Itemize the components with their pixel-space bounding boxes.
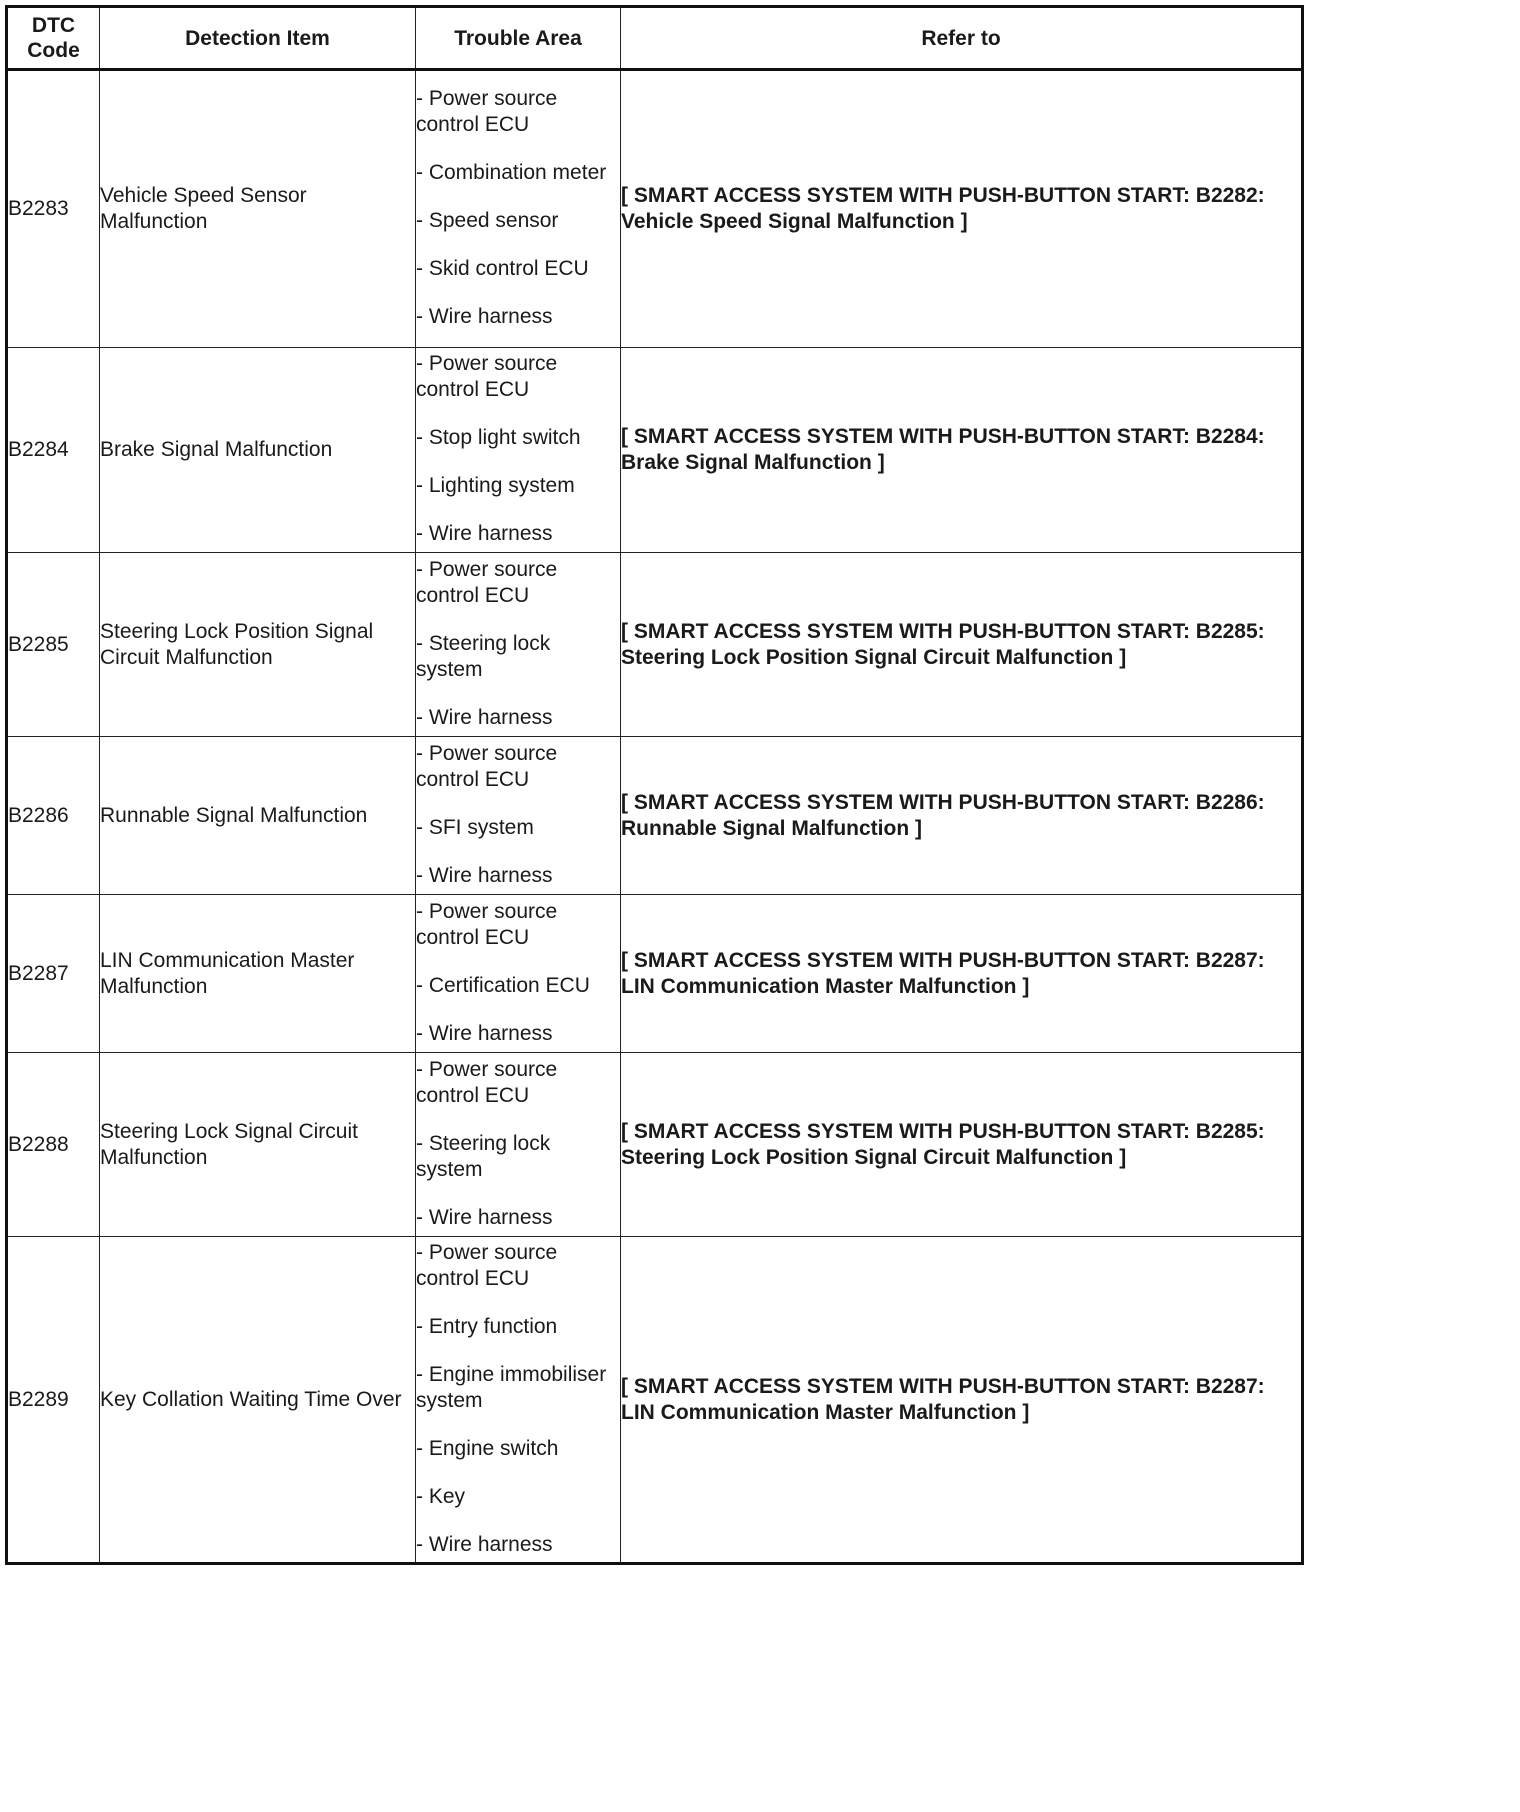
trouble-area-entry: - Wire harness <box>416 305 553 328</box>
dtc-code: B2283 <box>7 70 100 348</box>
trouble-area-entry: - Power source control ECU <box>416 87 558 136</box>
table-row <box>7 553 1303 737</box>
header-trouble-area: Trouble Area <box>416 7 621 70</box>
trouble-area-entry: - Wire harness <box>416 705 553 729</box>
trouble-area-entry: - Power source control ECU <box>416 741 558 791</box>
table-row <box>7 1053 1303 1237</box>
dtc-code: B2284 <box>7 348 100 553</box>
trouble-area-entry: - Wire harness <box>416 522 553 545</box>
trouble-area-entry: - Steering lock system <box>416 631 551 681</box>
trouble-area-entry: - Wire harness <box>416 1532 553 1556</box>
trouble-area <box>416 737 621 895</box>
dtc-code: B2288 <box>7 1053 100 1237</box>
trouble-area-entry: - Combination meter <box>416 161 607 184</box>
trouble-area-entry: - SFI system <box>416 815 534 839</box>
detection-item: Key Collation Waiting Time Over <box>100 1237 416 1564</box>
refer-to-link[interactable]: [ SMART ACCESS SYSTEM WITH PUSH-BUTTON START: B2285: Steering Lock Position Signal Circuit Malfunction ] <box>621 1053 1303 1237</box>
trouble-area-entry: - Skid control ECU <box>416 257 589 280</box>
trouble-area-entry: - Power source control ECU <box>416 352 558 401</box>
trouble-area <box>416 1237 621 1564</box>
trouble-area-entry: - Engine switch <box>416 1436 559 1460</box>
trouble-area-entry: - Wire harness <box>416 863 553 887</box>
header-row <box>7 7 1303 70</box>
trouble-area-entry: - Stop light switch <box>416 426 581 449</box>
trouble-area-entry: - Lighting system <box>416 474 575 497</box>
table-row <box>7 895 1303 1053</box>
dtc-document <box>5 5 1301 1565</box>
detection-item: LIN Communication Master Malfunction <box>100 895 416 1053</box>
trouble-area-entry: - Power source control ECU <box>416 899 558 949</box>
trouble-area-entry: - Steering lock system <box>416 1131 551 1181</box>
table-row <box>7 70 1303 348</box>
trouble-area-entry: - Power source control ECU <box>416 1057 558 1107</box>
trouble-area <box>416 1053 621 1237</box>
trouble-area-entry: - Key <box>416 1484 466 1508</box>
dtc-code: B2285 <box>7 553 100 737</box>
header-refer-to: Refer to <box>621 7 1303 70</box>
header-dtc-code: DTC Code <box>7 7 100 70</box>
detection-item: Vehicle Speed Sensor Malfunction <box>100 70 416 348</box>
trouble-area-entry: - Power source control ECU <box>416 1240 558 1290</box>
dtc-code: B2287 <box>7 895 100 1053</box>
trouble-area-entry: - Certification ECU <box>416 973 590 997</box>
table-row <box>7 737 1303 895</box>
refer-to-link[interactable]: [ SMART ACCESS SYSTEM WITH PUSH-BUTTON START: B2282: Vehicle Speed Signal Malfunction ] <box>621 70 1303 348</box>
refer-to-link[interactable]: [ SMART ACCESS SYSTEM WITH PUSH-BUTTON START: B2285: Steering Lock Position Signal Circuit Malfunction ] <box>621 553 1303 737</box>
dtc-code: B2289 <box>7 1237 100 1564</box>
refer-to-link[interactable]: [ SMART ACCESS SYSTEM WITH PUSH-BUTTON START: B2284: Brake Signal Malfunction ] <box>621 348 1303 553</box>
trouble-area <box>416 553 621 737</box>
table-row <box>7 1237 1303 1564</box>
trouble-area <box>416 70 621 348</box>
trouble-area-entry: - Wire harness <box>416 1205 553 1229</box>
trouble-area-entry: - Entry function <box>416 1314 558 1338</box>
detection-item: Runnable Signal Malfunction <box>100 737 416 895</box>
refer-to-link[interactable]: [ SMART ACCESS SYSTEM WITH PUSH-BUTTON START: B2286: Runnable Signal Malfunction ] <box>621 737 1303 895</box>
trouble-area-entry: - Engine immobiliser system <box>416 1362 607 1412</box>
trouble-area-entry: - Power source control ECU <box>416 557 558 607</box>
dtc-code: B2286 <box>7 737 100 895</box>
detection-item: Brake Signal Malfunction <box>100 348 416 553</box>
detection-item: Steering Lock Signal Circuit Malfunction <box>100 1053 416 1237</box>
header-detection-item: Detection Item <box>100 7 416 70</box>
dtc-table <box>5 5 1304 1565</box>
trouble-area <box>416 348 621 553</box>
trouble-area-entry: - Speed sensor <box>416 209 559 232</box>
refer-to-link[interactable]: [ SMART ACCESS SYSTEM WITH PUSH-BUTTON START: B2287: LIN Communication Master Malfunction ] <box>621 895 1303 1053</box>
table-row <box>7 348 1303 553</box>
detection-item: Steering Lock Position Signal Circuit Malfunction <box>100 553 416 737</box>
refer-to-link[interactable]: [ SMART ACCESS SYSTEM WITH PUSH-BUTTON START: B2287: LIN Communication Master Malfunction ] <box>621 1237 1303 1564</box>
trouble-area-entry: - Wire harness <box>416 1021 553 1045</box>
trouble-area <box>416 895 621 1053</box>
